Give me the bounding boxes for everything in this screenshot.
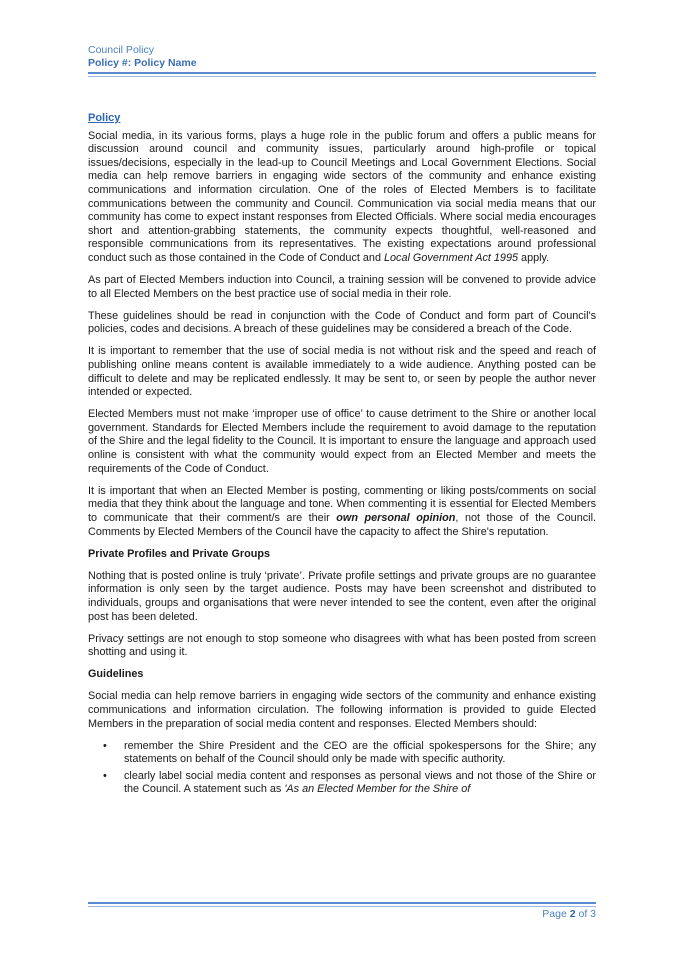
footer-rule-thin xyxy=(88,906,596,907)
header-title: Council Policy xyxy=(88,44,154,56)
bullet-text: remember the Shire President and the CEO are the official spokespersons for the Shire; any statements on behalf of the Council should only be made with specific authority. xyxy=(124,739,596,766)
page-header xyxy=(88,44,596,70)
bullet-italic-text: 'As an Elected Member for the Shire of xyxy=(284,783,471,796)
current-page: 2 xyxy=(569,908,576,920)
induction-paragraph: As part of Elected Members induction into Council, a training session will be convened to provide advice to all Elected Members on the best practice use of social media in their role. xyxy=(88,274,596,300)
intro-paragraph xyxy=(88,130,596,266)
opinion-emphasis: own personal opinion xyxy=(336,511,456,524)
act-reference: Local Government Act 1995 xyxy=(384,251,519,264)
total-pages: 3 xyxy=(590,908,596,920)
header-rule-thin xyxy=(88,76,596,77)
document-body xyxy=(88,112,596,800)
guidelines-list xyxy=(88,740,596,797)
private-heading: Private Profiles and Private Groups xyxy=(88,547,270,560)
footer-rule xyxy=(88,902,596,904)
bullet-icon: • xyxy=(103,739,107,752)
list-item xyxy=(88,740,596,767)
opinion-before: It is important that when an Elected Member is posting, commenting or liking posts/comments on social media that they think about the language and tone. When commenting it is essential for Elected Members to communicate that their comment/s are their xyxy=(88,484,596,524)
opinion-paragraph xyxy=(88,485,596,539)
policy-heading: Policy xyxy=(88,112,121,124)
bullet-icon: • xyxy=(103,769,107,782)
guidelines-read-paragraph: These guidelines should be read in conjunction with the Code of Conduct and form part of Council's policies, codes and decisions. A breach of these guidelines may be considered a breach of the Code. xyxy=(88,309,596,336)
page-prefix: Page xyxy=(542,908,570,920)
bullet-text: clearly label social media content and responses as personal views and not those of the Shire or the Council. A statement such as xyxy=(124,769,596,796)
office-paragraph: Elected Members must not make ‘improper use of office’ to cause detriment to the Shire or another local government. Standards for Elected Members include the requirement to avoid damage to the reputation of the Shire and the legal fidelity to the Council. It is important to ensure the language and approach used online is consistent with what the community would expect from an Elected Member and meets the requirements of the Code of Conduct. xyxy=(88,408,596,475)
list-item xyxy=(88,770,596,797)
opinion-after: , not those of the Council. Comments by Elected Members of the Council have the capacity to affect the Shire's reputation. xyxy=(88,511,596,538)
guidelines-paragraph: Social media can help remove barriers in engaging wide sectors of the community and enhance existing communications and information circulation. The following information is provided to guide Elected Members in the preparation of social media content and responses. Elected Members should: xyxy=(88,690,596,730)
private-paragraph-1: Nothing that is posted online is truly ‘private’. Private profile settings and private groups are no guarantee information is only seen by the target audience. Posts may have been screenshot and distributed to individuals, groups and organisations that were never intended to see the content, even after the original post has been deleted. xyxy=(88,569,596,623)
risk-paragraph: It is important to remember that the use of social media is not without risk and the speed and reach of publishing online means content is available immediately to a wide audience. Anything posted can be difficult to delete and may be replicated endlessly. It may be sent to, or seen by people the author never intended or expected. xyxy=(88,345,596,399)
header-rule xyxy=(88,72,596,74)
guidelines-heading: Guidelines xyxy=(88,668,144,681)
page-of: of xyxy=(575,908,591,920)
private-paragraph-2: Privacy settings are not enough to stop someone who disagrees with what has been posted from screen shotting and using it. xyxy=(88,632,596,659)
header-policy-name: Policy #: Policy Name xyxy=(88,57,197,69)
intro-text: Social media, in its various forms, plays a huge role in the public forum and offers a public means for discussion around council and community issues, particularly around high-profile or topical issues/decisions, especially in the lead-up to Council Meetings and Local Government Elections. Social media can help remove barriers in engaging wide sectors of the community and enhance existing communications and information circulation. One of the roles of Elected Members is to facilitate communications between the community and Council. Communication via social media means that our community has come to expect instant responses from Elected Officials. Where social media encourages short and attention-grabbing statements, the community expects thoughtful, well-reasoned and responsible communications from its representatives. The existing expectations around professional conduct such as those contained in the Code of Conduct and xyxy=(88,129,596,264)
intro-tail: apply. xyxy=(518,251,550,264)
page-number xyxy=(88,908,596,920)
